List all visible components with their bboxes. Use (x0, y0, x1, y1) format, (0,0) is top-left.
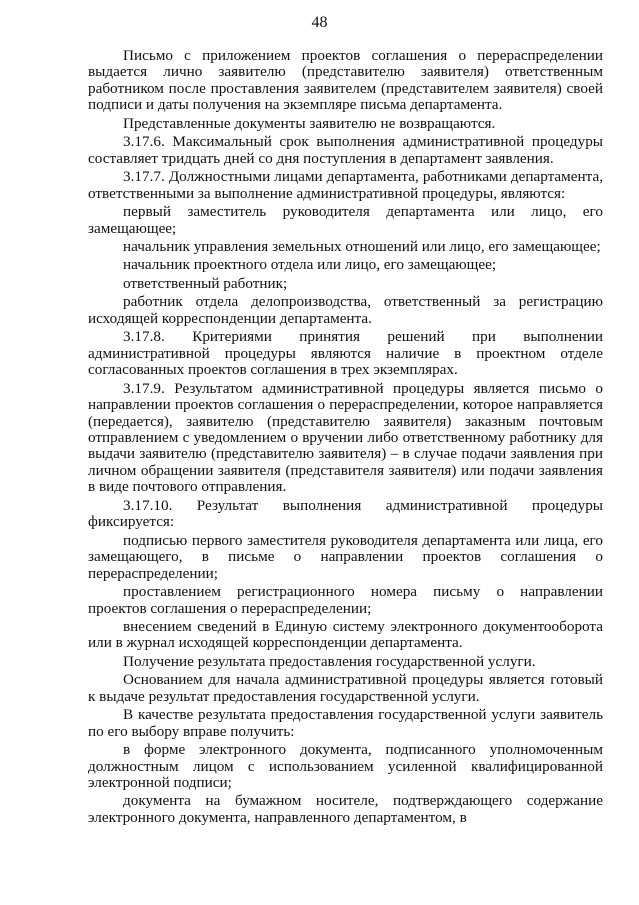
list-item-first-deputy: первый заместитель руководителя департамента или лицо, его замещающее; (88, 203, 603, 237)
document-body (88, 48, 603, 826)
paragraph-3-17-10: 3.17.10. Результат выполнения административной процедуры фиксируется: (88, 496, 603, 531)
paragraph-3-17-6: 3.17.6. Максимальный срок выполнения административной процедуры составляет тридцать дней со дня поступления в департамент заявления. (88, 133, 603, 167)
list-item-electronic-form: в форме электронного документа, подписанного уполномоченным должностным лицом с использованием усиленной квалифицированной электронной подписи; (88, 741, 603, 792)
paragraph-3-17-8: 3.17.8. Критериями принятия решений при выполнении административной процедуры являются наличие в проектном отделе согласованных проектов соглашения в трех экземплярах. (88, 328, 603, 379)
paragraph-letter-issuance: Письмо с приложением проектов соглашения о перераспределении выдается лично заявителю (представителю заявителя) ответственным работником после проставления заявителем (представителем заявителя) своей подписи и даты получения на экземпляре письма департамента. (88, 47, 603, 114)
paragraph-obtaining-result: Получение результата предоставления государственной услуги. (123, 652, 536, 670)
paragraph-procedure-basis: Основанием для начала административной процедуры является готовый к выдаче результат предоставления государственной услуги. (88, 671, 603, 705)
paragraph-3-17-7: 3.17.7. Должностными лицами департамента, работниками департамента, ответственными за выполнение административной процедуры, являются: (88, 168, 603, 202)
list-item-paper-form: документа на бумажном носителе, подтверждающего содержание электронного документа, направленного департаментом, в (88, 792, 603, 826)
paragraph-result-choice: В качестве результата предоставления государственной услуги заявитель по его выбору вправе получить: (88, 706, 603, 740)
paragraph-documents-not-returned: Представленные документы заявителю не возвращаются. (123, 114, 496, 132)
list-item-registration-number: проставлением регистрационного номера письму о направлении проектов соглашения о перераспределении; (88, 583, 603, 617)
list-item-deputy-signature: подписью первого заместителя руководителя департамента или лица, его замещающего, в письме о направлении проектов соглашения о перераспределении; (88, 531, 603, 582)
list-item-edms-entry: внесением сведений в Единую систему электронного документооборота или в журнал исходящей корреспонденции департамента. (88, 617, 603, 652)
list-item-responsible-employee: ответственный работник; (123, 274, 288, 292)
list-item-project-department-head: начальник проектного отдела или лицо, его замещающее; (123, 256, 497, 274)
page-number: 48 (311, 14, 328, 31)
paragraph-3-17-9: 3.17.9. Результатом административной процедуры является письмо о направлении проектов соглашения о перераспределении, которое направляется (передается), заявителю (представителю заявителя) заказным почтовым отправлением с уведомлением о вручении либо ответственному работнику для выдачи заявителю (представителю заявителя) – в случае подачи заявления при личном обращении заявителя (представителя заявителя) или подачи заявления в виде почтового отправления. (88, 379, 603, 496)
list-item-records-employee: работник отдела делопроизводства, ответственный за регистрацию исходящей корреспонденции департамента. (88, 293, 603, 327)
list-item-land-relations-head: начальник управления земельных отношений или лицо, его замещающее; (123, 237, 601, 255)
